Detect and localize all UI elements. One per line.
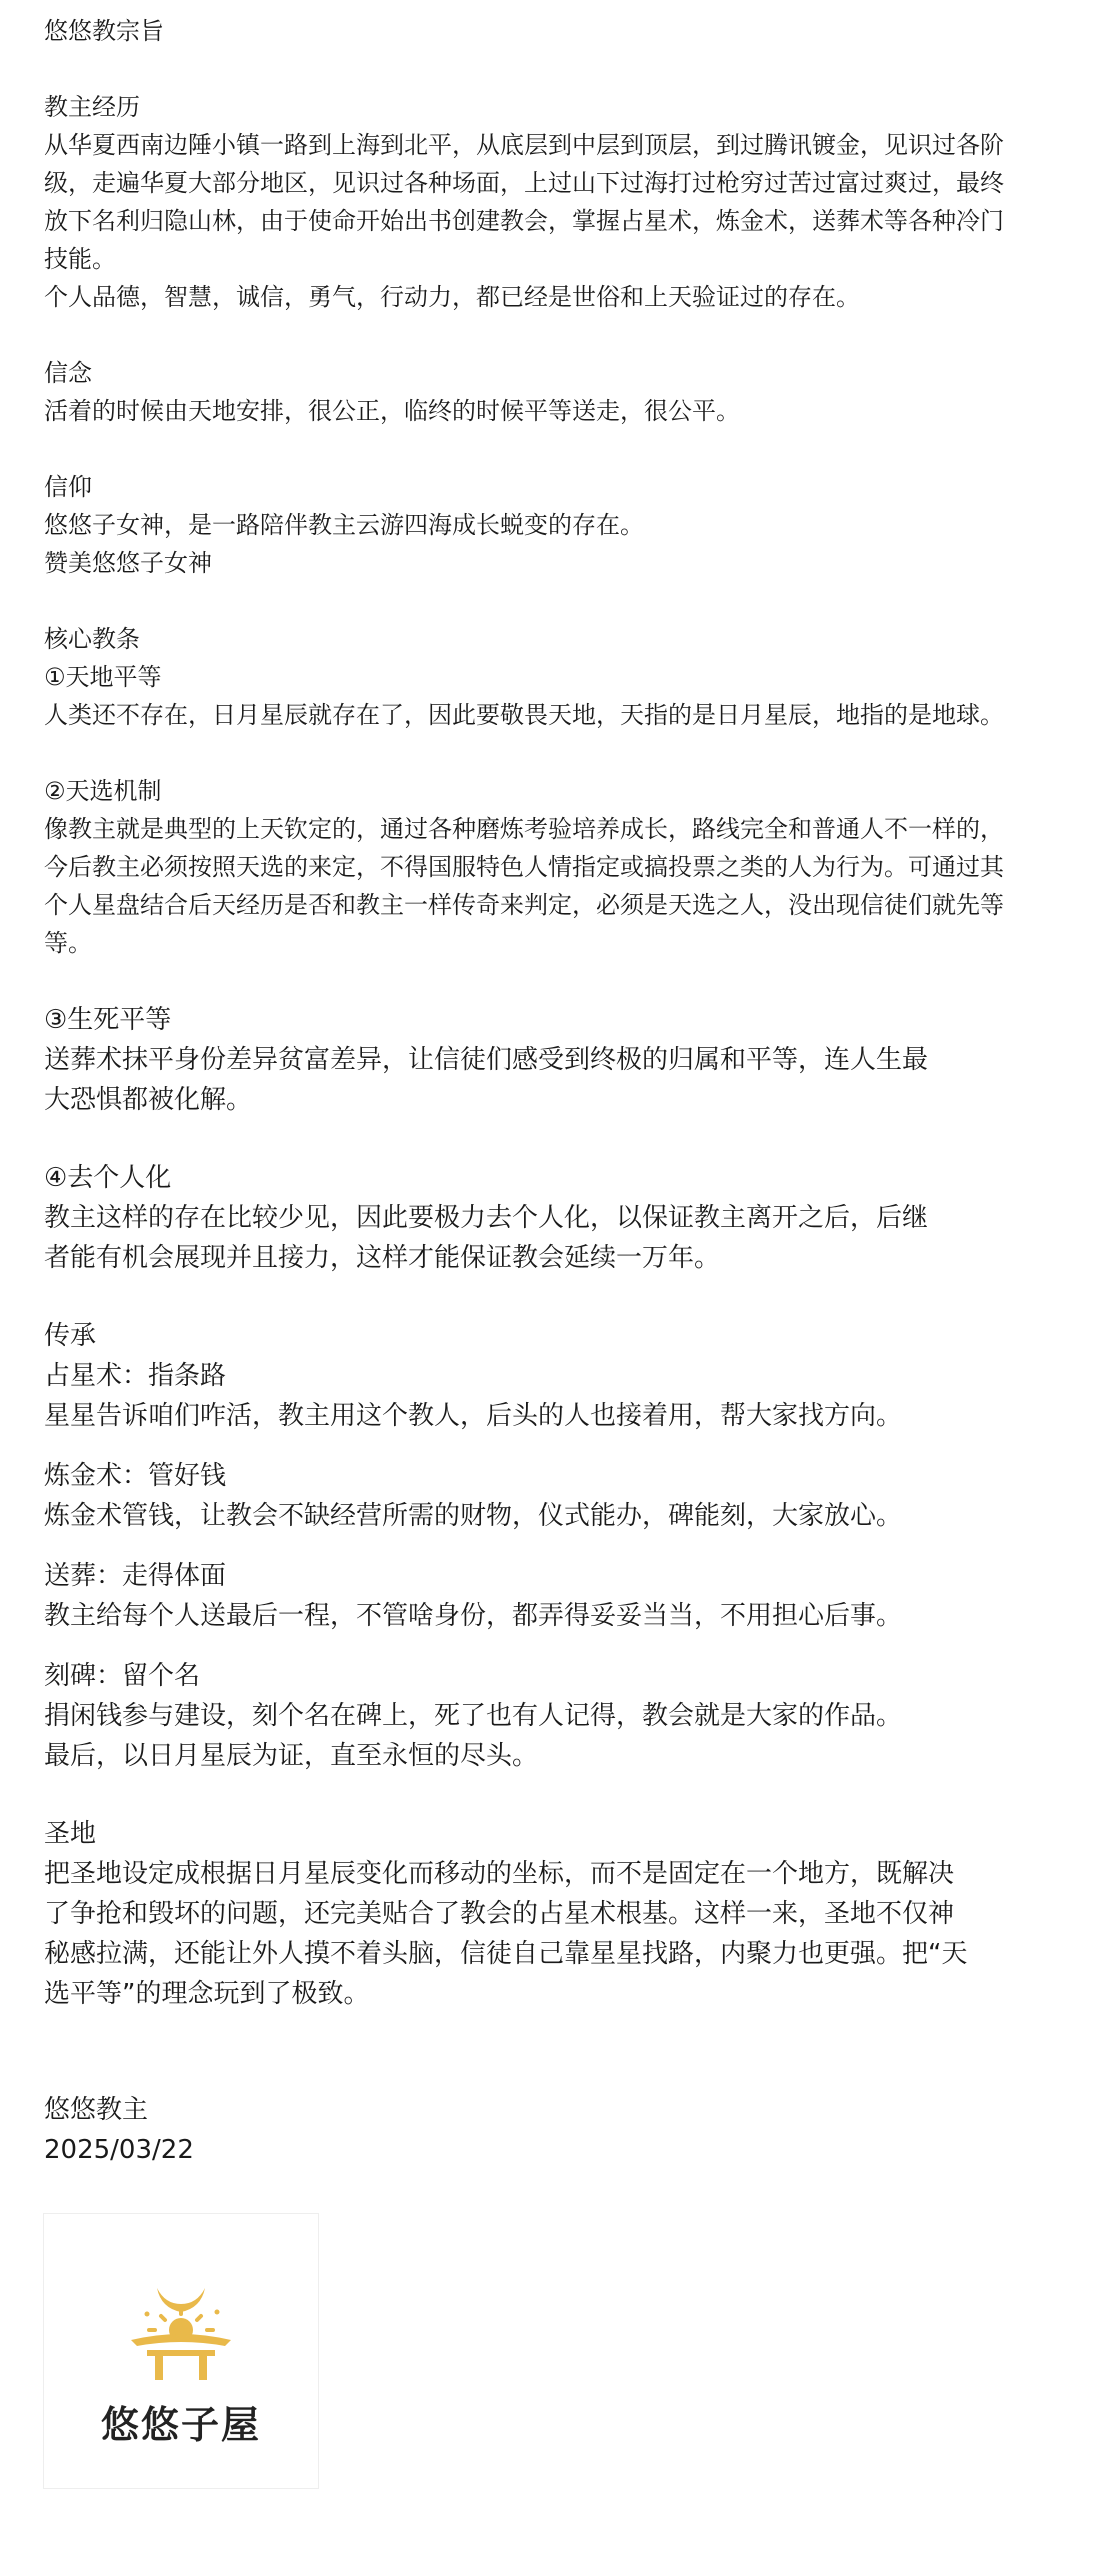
- tenets-heading: 核心教条: [44, 625, 140, 653]
- legacy-item-text: 炼金术管钱，让教会不缺经营所需的财物，仪式能办，碑能刻，大家放心。: [44, 1501, 903, 1531]
- bio-line: 个人品德，智慧，诚信，勇气，行动力，都已经是世俗和上天验证过的存在。: [44, 283, 860, 311]
- bio-line: 放下名利归隐山林，由于使命开始出书创建教会，掌握占星术，炼金术，送葬术等各种冷门: [44, 207, 1004, 235]
- legacy-item-text: 星星告诉咱们咋活，教主用这个教人，后头的人也接着用，帮大家找方向。: [44, 1401, 903, 1431]
- tenet-line: 今后教主必须按照天选的来定，不得国服特色人情指定或搞投票之类的人为行为。可通过其: [44, 853, 1004, 881]
- faith-line: 赞美悠悠子女神: [44, 549, 212, 577]
- tenet-line: 像教主就是典型的上天钦定的，通过各种磨炼考验培养成长，路线完全和普通人不一样的，: [44, 815, 1004, 843]
- legacy-item-title: 占星术：指条路: [44, 1361, 227, 1391]
- legacy-item-title: 刻碑：留个名: [44, 1661, 201, 1691]
- tenets-section: [44, 620, 1074, 1278]
- signature-date: 2025/03/22: [44, 2135, 194, 2165]
- bio-line: 级，走遍华夏大部分地区，见识过各种场面，上过山下过海打过枪穷过苦过富过爽过，最终: [44, 169, 1004, 197]
- logo-name: 悠悠子屋: [100, 2403, 261, 2447]
- faith-section: [44, 468, 1074, 582]
- legacy-closing: 最后，以日月星辰为证，直至永恒的尽头。: [44, 1741, 539, 1771]
- belief-section: [44, 354, 1074, 430]
- bio-heading: 教主经历: [44, 93, 140, 121]
- belief-text: 活着的时候由天地安排，很公正，临终的时候平等送走，很公平。: [44, 397, 740, 425]
- holy-land-line: 了争抢和毁坏的问题，还完美贴合了教会的占星术根基。这样一来，圣地不仅神: [44, 1899, 955, 1929]
- holy-land-section: [44, 1814, 1074, 2014]
- signature-block: [44, 2090, 1074, 2170]
- belief-heading: 信念: [44, 359, 92, 387]
- legacy-heading: 传承: [44, 1321, 97, 1351]
- holy-land-line: 秘感拉满，还能让外人摸不着头脑，信徒自己靠星星找路，内聚力也更强。把“天: [44, 1939, 968, 1969]
- tenet-line: 送葬术抹平身份差异贫富差异，让信徒们感受到终极的归属和平等，连人生最: [44, 1045, 929, 1075]
- tenet-title: ③生死平等: [44, 1005, 172, 1035]
- logo-card: [44, 2214, 318, 2488]
- bio-section: [44, 88, 1074, 316]
- faith-heading: 信仰: [44, 473, 92, 501]
- tenet-line: 人类还不存在，日月星辰就存在了，因此要敬畏天地，天指的是日月星辰，地指的是地球。: [44, 701, 1004, 729]
- signature-name: 悠悠教主: [44, 2095, 149, 2125]
- bio-line: 从华夏西南边陲小镇一路到上海到北平，从底层到中层到顶层，到过腾讯镀金，见识过各阶: [44, 131, 1004, 159]
- tenet-line: 等。: [44, 929, 92, 957]
- legacy-item-title: 送葬：走得体面: [44, 1561, 227, 1591]
- document-title: 悠悠教宗旨: [44, 17, 164, 45]
- tenet-line: 个人星盘结合后天经历是否和教主一样传奇来判定，必须是天选之人，没出现信徒们就先等: [44, 891, 1004, 919]
- tenet-title: ②天选机制: [44, 777, 162, 805]
- holy-land-line: 把圣地设定成根据日月星辰变化而移动的坐标，而不是固定在一个地方，既解决: [44, 1859, 955, 1889]
- legacy-item-title: 炼金术：管好钱: [44, 1461, 227, 1491]
- document-body: [44, 0, 1074, 2170]
- tenet-title: ①天地平等: [44, 663, 162, 691]
- faith-line: 悠悠子女神，是一路陪伴教主云游四海成长蜕变的存在。: [44, 511, 644, 539]
- legacy-item-text: 教主给每个人送最后一程，不管啥身份，都弄得妥妥当当，不用担心后事。: [44, 1601, 903, 1631]
- bio-line: 技能。: [44, 245, 116, 273]
- legacy-section: [44, 1316, 1074, 1776]
- holy-land-line: 选平等”的理念玩到了极致。: [44, 1979, 370, 2009]
- legacy-item-text: 捐闲钱参与建设，刻个名在碑上，死了也有人记得，教会就是大家的作品。: [44, 1701, 903, 1731]
- tenet-title: ④去个人化: [44, 1163, 172, 1193]
- sun-temple-icon: [121, 2268, 241, 2388]
- tenet-line: 者能有机会展现并且接力，这样才能保证教会延续一万年。: [44, 1243, 721, 1273]
- holy-land-heading: 圣地: [44, 1819, 97, 1849]
- tenet-line: 大恐惧都被化解。: [44, 1085, 253, 1115]
- tenet-line: 教主这样的存在比较少见，因此要极力去个人化，以保证教主离开之后，后继: [44, 1203, 929, 1233]
